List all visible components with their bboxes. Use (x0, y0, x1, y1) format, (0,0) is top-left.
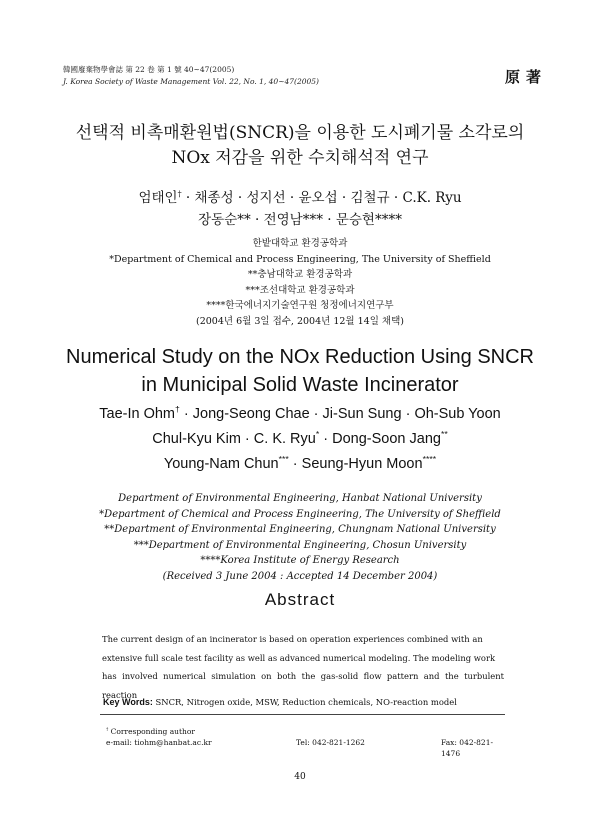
affiliation-line: **충남대학교 환경공학과 (247, 269, 353, 280)
fax-text: Fax: 042-821-1476 (441, 738, 494, 758)
dagger-mark: † (106, 727, 109, 733)
article-type-badge: 原著 (505, 68, 548, 86)
korean-title-line-2: NOx 저감을 위한 수치해석적 연구 (171, 148, 429, 168)
journal-english-citation: J. Korea Society of Waste Management Vol. 22, No. 1, 40~47(2005) (63, 77, 319, 86)
author-name: 채종성 (194, 190, 234, 206)
telephone-text: Tel: 042-821-1262 (296, 738, 365, 747)
corresponding-author-line (106, 726, 506, 737)
affiliation-line: *Department of Chemical and Process Engineering, The University of Sheffield (99, 508, 501, 520)
author-mark: ** (237, 212, 251, 228)
english-authors-line-2: Chul-Kyu Kim · C. K. Ryu* · Dong-Soon Jang** (152, 429, 448, 447)
affiliation-line: ***Department of Environmental Engineering, Chosun University (133, 539, 467, 551)
corresponding-author-label: Corresponding author (110, 727, 195, 736)
author-mark: *** (278, 454, 289, 465)
affiliation-line: Department of Environmental Engineering, Hanbat National University (118, 493, 482, 504)
abstract-line: The current design of an incinerator is based on operation experiences combined with an (102, 634, 483, 644)
received-accepted-dates: (2004년 6월 3일 접수, 2004년 12월 14일 채택) (196, 315, 404, 327)
author-name: 엄태인 (138, 190, 178, 206)
author-name: Young-Nam Chun (163, 456, 279, 472)
affiliation-line: ****Korea Institute of Energy Research (200, 555, 400, 566)
author-mark: † (177, 188, 182, 199)
email-text: e-mail: tiohm@hanbat.ac.kr (106, 738, 212, 747)
english-authors-line-1: Tae-In Ohm† · Jong-Seong Chae · Ji-Sun Sung · Oh-Sub Yoon (99, 404, 501, 422)
affiliation-line: **Department of Environmental Engineering, Chungnam National University (104, 524, 496, 535)
author-name: Seung-Hyun Moon (301, 456, 423, 472)
korean-title (40, 121, 560, 171)
affiliation-line: ****한국에너지기술연구원 청정에너지연구부 (206, 300, 394, 311)
author-name: Tae-In Ohm (99, 406, 176, 422)
author-mark: **** (374, 212, 402, 228)
author-name: Jong-Seong Chae (192, 406, 310, 422)
author-mark: * (315, 429, 320, 440)
keywords-text: SNCR, Nitrogen oxide, MSW, Reduction chemicals, NO-reaction model (155, 697, 457, 707)
abstract-heading: Abstract (264, 590, 336, 609)
author-name: 김철규 (350, 190, 390, 206)
keywords-label: Key Words (103, 697, 150, 707)
correspondence-footnote (106, 726, 506, 758)
page-number: 40 (294, 772, 306, 782)
affiliation-line: *Department of Chemical and Process Engineering, The University of Sheffield (109, 253, 491, 265)
author-name: 전영남 (263, 212, 303, 228)
abstract-line: has involved numerical simulation on both the gas-solid flow pattern and the turbulent reaction (102, 671, 504, 700)
korean-affiliations (40, 236, 560, 329)
footnote-divider (100, 714, 505, 715)
author-name: 성지선 (246, 190, 286, 206)
received-accepted-dates: (Received 3 June 2004 : Accepted 14 December 2004) (162, 570, 438, 582)
author-mark: **** (422, 454, 437, 465)
author-name: Oh-Sub Yoon (414, 406, 501, 422)
author-name: Dong-Soon Jang (332, 431, 441, 447)
author-name: 장동순 (198, 212, 238, 228)
english-authors (30, 402, 570, 477)
korean-authors (40, 187, 560, 231)
affiliation-line: 한밭대학교 환경공학과 (252, 238, 348, 249)
keywords: Key Words: SNCR, Nitrogen oxide, MSW, Reduction chemicals, NO-reaction model (103, 697, 457, 707)
author-name: Ji-Sun Sung (322, 406, 402, 422)
author-mark: *** (302, 212, 323, 228)
english-authors-line-3: Young-Nam Chun*** · Seung-Hyun Moon**** (163, 454, 437, 472)
korean-authors-line-2: 장동순** · 전영남*** · 문승현**** (198, 212, 402, 228)
author-name: C. K. Ryu (253, 431, 316, 447)
english-affiliations (30, 491, 570, 584)
author-mark: † (175, 404, 180, 415)
english-title (30, 343, 570, 399)
english-title-line-1: Numerical Study on the NOx Reduction Using SNCR (66, 346, 534, 368)
author-name: 윤오섭 (298, 190, 338, 206)
korean-authors-line-1: 엄태인† · 채종성 · 성지선 · 윤오섭 · 김철규 · C.K. Ryu (138, 188, 462, 206)
author-name: Chul-Kyu Kim (152, 431, 241, 447)
author-name: C.K. Ryu (402, 190, 462, 206)
korean-title-line-1: 선택적 비촉매환원법(SNCR)을 이용한 도시폐기물 소각로의 (75, 123, 525, 143)
journal-header (63, 64, 319, 88)
abstract-line: extensive full scale test facility as well as advanced numerical modeling. The modeling work (102, 652, 496, 663)
journal-korean-citation: 韓國廢棄物學會誌 第 22 卷 第 1 號 40~47(2005) (63, 65, 235, 74)
affiliation-line: ***조선대학교 환경공학과 (245, 284, 355, 296)
english-title-line-2: in Municipal Solid Waste Incinerator (141, 374, 459, 396)
contact-line (106, 737, 506, 758)
author-name: 문승현 (335, 212, 375, 228)
abstract-body (102, 630, 504, 704)
author-mark: ** (440, 429, 448, 440)
